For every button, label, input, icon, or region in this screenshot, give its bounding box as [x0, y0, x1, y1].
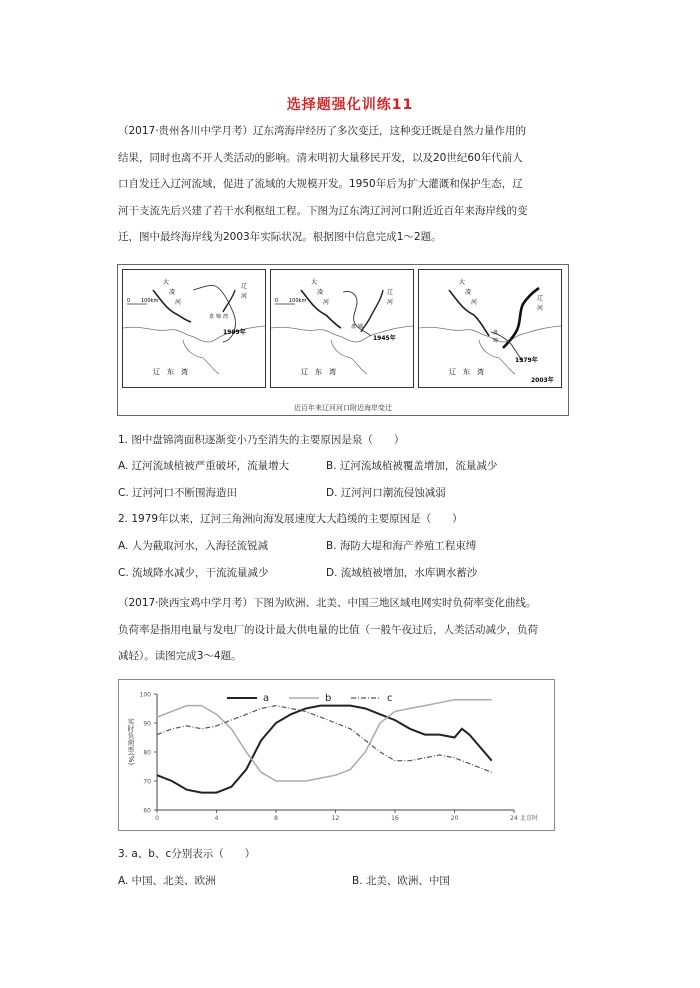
map-panel-1945 [270, 269, 414, 388]
series-line-b [157, 700, 492, 781]
intro2-line: 减轻）。读图完成3～4题。 [118, 650, 242, 662]
y-tick-label: 90 [143, 720, 151, 728]
map-caption: 近百年来辽河河口附近海岸变迁 [294, 404, 392, 412]
sea-label: 辽 东 湾 [301, 368, 336, 376]
series-line-c [157, 706, 492, 773]
scale-zero: 0 [127, 298, 131, 304]
intro2-line: （2017·陕西宝鸡中学月考）下图为欧洲、北美、中国三地区域电网实时负荷率变化曲线。 [118, 597, 537, 609]
q2-option-a[interactable]: A. 人为截取河水，入海径流锐减 [118, 540, 269, 552]
intro1-line: （2017·贵州各川中学月考）辽东湾海岸经历了多次变迁，这种变迁既是自然力量作用的 [118, 125, 527, 137]
coastline-map-figure [117, 264, 569, 416]
label-pan: 盘 [209, 314, 215, 320]
label-liao: 辽 [537, 295, 544, 302]
intro1-line: 结果，同时也离不开人类活动的影响。清末明初大量移民开发，以及20世纪60年代前人 [118, 151, 523, 164]
page-title: 选择题强化训练11 [286, 97, 414, 113]
q1-option-d[interactable]: D. 辽河河口潮流侵蚀减弱 [326, 487, 446, 499]
map-panel-1909-drawing [123, 270, 265, 387]
q2-option-b[interactable]: B. 海防大堤和海产养殖工程束缚 [326, 540, 477, 552]
legend-label-b: b [325, 693, 332, 704]
label-he: 河 [323, 299, 330, 306]
label-he2: 河 [387, 299, 394, 306]
scale-zero: 0 [275, 298, 279, 304]
label-he2: 河 [537, 305, 544, 312]
label-he2: 河 [241, 293, 248, 300]
label-pan: 盘 [351, 324, 357, 330]
question-1-stem: 1. 图中盘锦湾面积逐渐变小乃至消失的主要原因是泉（ ） [118, 434, 405, 446]
year-label: 1909年 [223, 329, 246, 336]
intro1-line: 口自发迁入辽河流域，促进了流域的大规模开发。1950年后为扩大灌溉和保护生态，辽 [118, 178, 523, 190]
q1-option-a[interactable]: A. 辽河流域植被严重破坏，流量增大 [118, 460, 290, 472]
label-liao: 辽 [387, 289, 394, 296]
intro-paragraph-2 [118, 590, 594, 670]
sea-label: 辽 东 湾 [449, 368, 484, 376]
label-da: 大 [311, 279, 318, 286]
q1-option-b[interactable]: B. 辽河流域植被覆盖增加，流量减少 [326, 460, 498, 472]
load-rate-chart [118, 679, 555, 831]
year-label: 1945年 [373, 335, 396, 342]
scale-label: 100km [141, 298, 159, 304]
y-tick-label: 80 [143, 749, 151, 757]
label-liao: 辽 [241, 283, 248, 290]
map-panel-1979-2003 [418, 269, 562, 388]
label-da: 大 [163, 279, 170, 286]
label-da: 大 [459, 279, 466, 286]
x-tick-label: 24 [510, 815, 518, 822]
intro1-line: 河干支流先后兴建了若干水利枢纽工程。下图为辽东湾辽河河口附近近百年来海岸线的变 [118, 204, 528, 217]
q3-option-b[interactable]: B. 北美、欧洲、中国 [352, 875, 450, 887]
load-rate-chart-svg [119, 680, 554, 830]
q1-option-c[interactable]: C. 辽河河口不断围海造田 [118, 487, 238, 499]
label-pan: 盘 [493, 330, 499, 336]
y-tick-label: 100 [139, 691, 151, 699]
intro1-line: 迁，图中最终海岸线为2003年实际状况。根据图中信息完成1～2题。 [118, 231, 442, 243]
label-jin: 锦 [358, 324, 364, 330]
label-he: 河 [175, 299, 182, 306]
q2-option-d[interactable]: D. 流域植被增加，水库调水蓄沙 [326, 567, 478, 579]
map-panel-1909 [122, 269, 266, 388]
label-jin: 锦 [493, 338, 499, 344]
label-ling: 凌 [169, 289, 176, 296]
legend-label-c: c [387, 693, 393, 704]
y-axis-label: 实时负荷率(%) [127, 718, 135, 766]
label-ling: 凌 [317, 289, 324, 296]
q3-option-a[interactable]: A. 中国、北美、欧洲 [118, 875, 216, 887]
question-3-stem: 3. a、b、c分别表示（ ） [118, 848, 256, 860]
label-jin: 锦 [216, 314, 222, 320]
x-tick-label: 8 [274, 815, 278, 822]
year-label-1979: 1979年 [515, 357, 538, 364]
label-wan: 湾 [223, 314, 229, 320]
x-tick-label: 20 [450, 815, 459, 822]
x-tick-label: 0 [155, 815, 159, 822]
label-ling: 凌 [465, 289, 472, 296]
label-he: 河 [471, 299, 478, 306]
intro-paragraph-1 [118, 118, 594, 251]
map-panel-1979-drawing [419, 270, 561, 387]
x-tick-label: 12 [331, 815, 340, 822]
map-panel-1945-drawing [271, 270, 413, 387]
legend-label-a: a [263, 693, 270, 704]
intro2-line: 负荷率是指用电量与发电厂的设计最大供电量的比值（一般午夜过后，人类活动减少，负荷 [118, 623, 538, 636]
x-tick-label: 16 [391, 815, 399, 822]
x-axis-label: 北京时 [520, 815, 539, 822]
x-tick-label: 4 [214, 815, 219, 822]
y-tick-label: 60 [143, 807, 151, 815]
year-label-2003: 2003年 [531, 377, 554, 384]
sea-label: 辽 东 湾 [153, 368, 188, 376]
q2-option-c[interactable]: C. 流域降水减少，干流流量减少 [118, 567, 269, 579]
question-2-stem: 2. 1979年以来，辽河三角洲向海发展速度大大趋缓的主要原因是（ ） [118, 513, 463, 525]
y-tick-label: 70 [143, 778, 151, 786]
scale-label: 100km [289, 298, 307, 304]
